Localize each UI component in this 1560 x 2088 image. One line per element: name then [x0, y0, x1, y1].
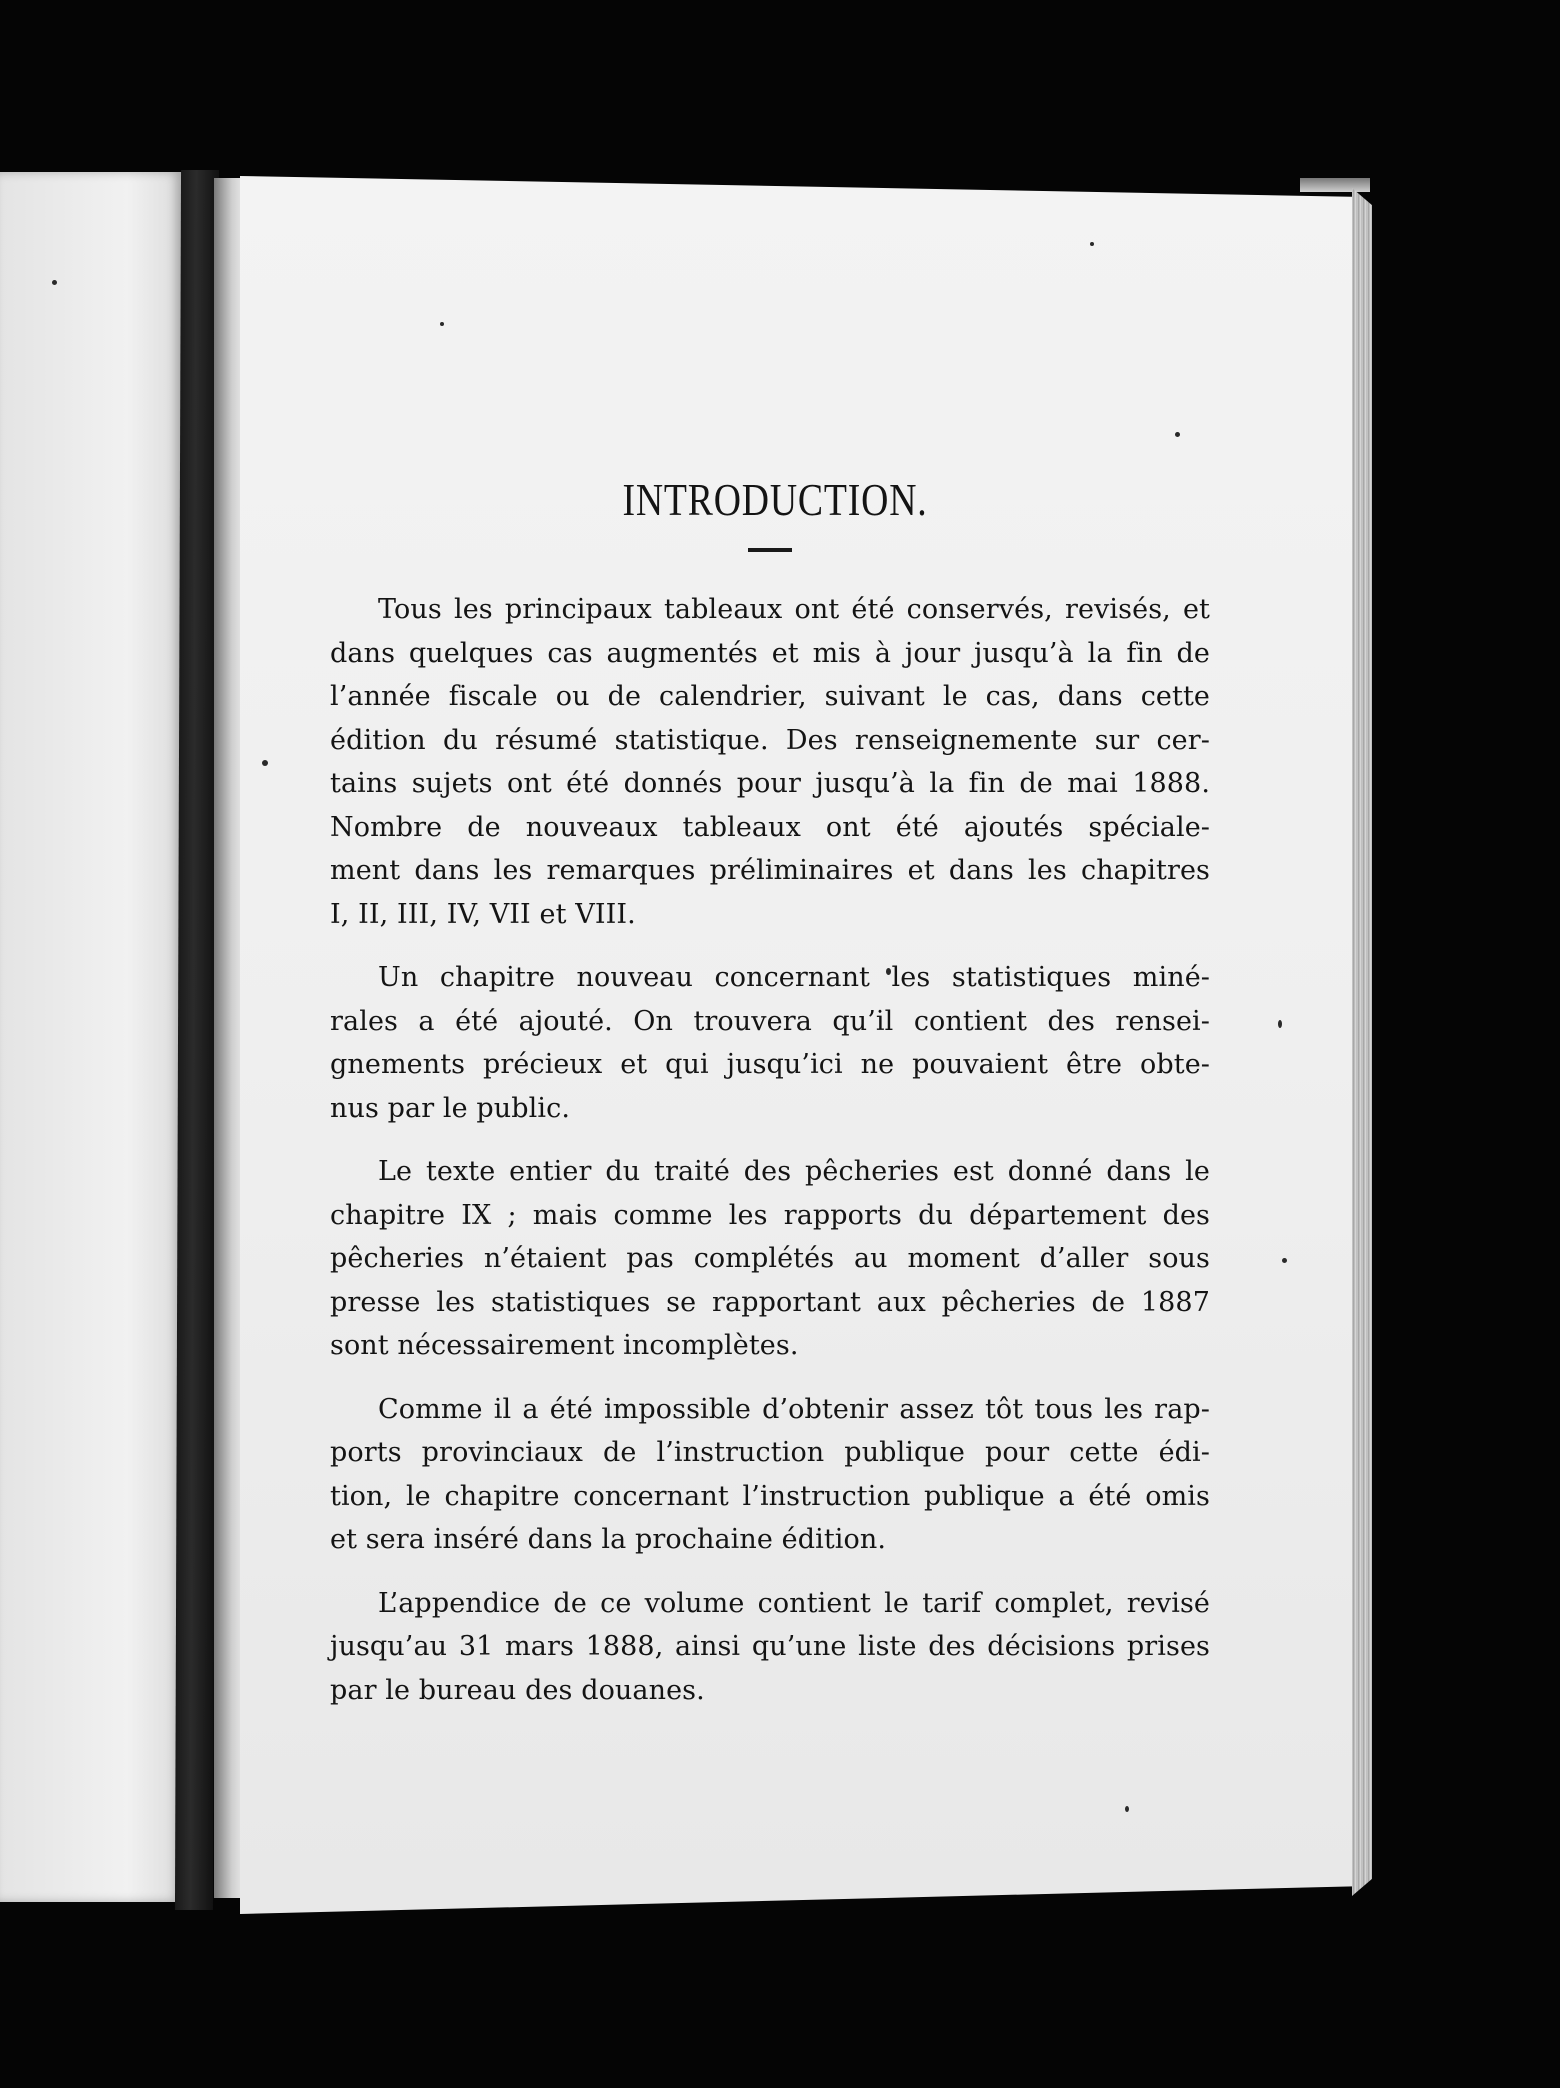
page-top-edge: [1300, 178, 1370, 192]
page-text: [330, 470, 1210, 1732]
scan-speck: [262, 760, 268, 766]
paragraph-3: [330, 1150, 1210, 1368]
text-line: tion, le chapitre concernant l’instruction publique a été omis: [330, 1480, 1210, 1512]
scan-speck: [1090, 242, 1094, 246]
text-line: ment dans les remarques préliminaires et dans les chapitres: [330, 855, 1210, 886]
paragraph-4: [330, 1388, 1210, 1562]
scan-speck: [1175, 432, 1180, 437]
text-line: chapitre IX ; mais comme les rapports du département des: [330, 1199, 1210, 1231]
scan-speck: [1282, 1258, 1287, 1263]
book-gutter: [175, 170, 219, 1910]
text-line: Un chapitre nouveau concernant les statistiques miné-: [378, 962, 1210, 993]
text-line: rales a été ajouté. On trouvera qu’il contient des rensei-: [330, 1005, 1210, 1037]
text-line: l’année fiscale ou de calendrier, suivant le cas, dans cette: [330, 681, 1210, 712]
text-line: I, II, III, IV, VII et VIII.: [330, 898, 636, 930]
title-rule: [748, 548, 792, 552]
text-line: par le bureau des douanes.: [330, 1674, 705, 1706]
text-line: Nombre de nouveaux tableaux ont été ajoutés spéciale-: [330, 811, 1210, 843]
text-line: sont nécessairement incomplètes.: [330, 1330, 799, 1361]
text-line: Tous les principaux tableaux ont été conservés, revisés, et: [378, 594, 1210, 625]
text-line: Le texte entier du traité des pêcheries est donné dans le: [378, 1156, 1210, 1187]
text-line: jusqu’au 31 mars 1888, ainsi qu’une liste des décisions prises: [330, 1631, 1210, 1662]
text-line: Comme il a été impossible d’obtenir assez tôt tous les rap-: [378, 1393, 1210, 1425]
scan-speck: [1278, 1020, 1282, 1028]
text-line: tains sujets ont été donnés pour jusqu’à la fin de mai 1888.: [330, 768, 1210, 799]
facing-page: [0, 172, 182, 1902]
text-line: presse les statistiques se rapportant aux pêcheries de 1887: [330, 1286, 1210, 1318]
text-line: gnements précieux et qui jusqu’ici ne pouvaient être obte-: [330, 1049, 1210, 1080]
text-line: ports provinciaux de l’instruction publique pour cette édi-: [330, 1437, 1210, 1468]
page-fore-edge: [1352, 188, 1372, 1896]
page-title: INTRODUCTION.: [622, 474, 928, 525]
text-line: L’appendice de ce volume contient le tarif complet, revisé: [378, 1587, 1210, 1619]
paragraph-2: [330, 956, 1210, 1130]
text-line: dans quelques cas augmentés et mis à jour jusqu’à la fin de: [330, 637, 1210, 669]
scan-speck: [1125, 1806, 1129, 1812]
gutter-shadow: [214, 178, 244, 1898]
text-line: nus par le public.: [330, 1092, 571, 1124]
text-line: pêcheries n’étaient pas complétés au moment d’aller sous: [330, 1243, 1210, 1274]
text-line: édition du résumé statistique. Des renseignemente sur cer-: [330, 724, 1210, 756]
scan-speck: [52, 280, 57, 285]
paragraph-5: [330, 1582, 1210, 1713]
paragraph-1: [330, 588, 1210, 936]
text-line: et sera inséré dans la prochaine édition.: [330, 1524, 887, 1555]
scan-speck: [440, 322, 444, 326]
